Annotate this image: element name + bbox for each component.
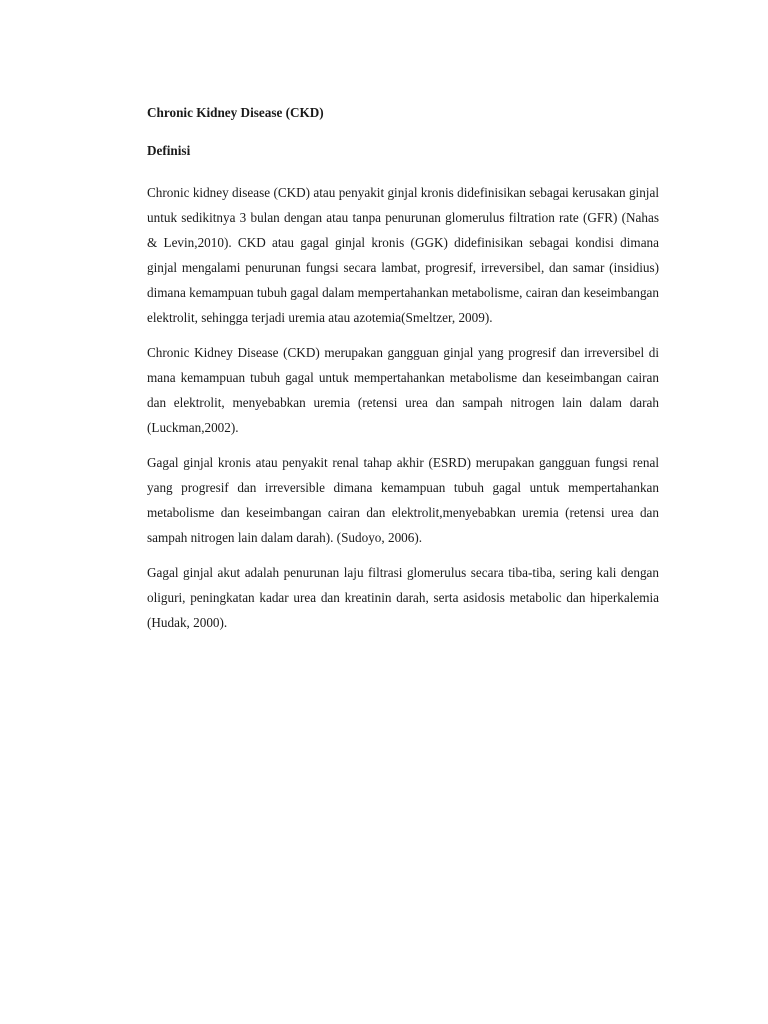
document-body	[147, 104, 659, 635]
paragraph-2: Chronic Kidney Disease (CKD) merupakan gangguan ginjal yang progresif dan irreversibel di mana kemampuan tubuh gagal untuk mempertahankan metabolisme dan keseimbangan cairan dan elektrolit, menyebabkan uremia (retensi urea dan sampah nitrogen lain dalam darah (Luckman,2002).	[147, 345, 659, 435]
paragraph-1: Chronic kidney disease (CKD) atau penyakit ginjal kronis didefinisikan sebagai kerusakan ginjal untuk sedikitnya 3 bulan dengan atau tanpa penurunan glomerulus filtration rate (GFR) (Nahas & Levin,2010). CKD atau gagal ginjal kronis (GGK) didefinisikan sebagai kondisi dimana ginjal mengalami penurunan fungsi secara lambat, progresif, irreversibel, dan samar (insidius) dimana kemampuan tubuh gagal dalam mempertahankan metabolisme, cairan dan keseimbangan elektrolit, sehingga terjadi uremia atau azotemia(Smeltzer, 2009).	[147, 185, 659, 325]
document-title: Chronic Kidney Disease (CKD)	[147, 105, 324, 120]
paragraph-4: Gagal ginjal akut adalah penurunan laju filtrasi glomerulus secara tiba-tiba, sering kali dengan oliguri, peningkatan kadar urea dan kreatinin darah, serta asidosis metabolic dan hiperkalemia (Hudak, 2000).	[147, 565, 659, 630]
section-heading-definisi: Definisi	[147, 143, 191, 158]
paragraph-3: Gagal ginjal kronis atau penyakit renal tahap akhir (ESRD) merupakan gangguan fungsi renal yang progresif dan irreversible dimana kemampuan tubuh gagal untuk mempertahankan metabolisme dan keseimbangan cairan dan elektrolit,menyebabkan uremia (retensi urea dan sampah nitrogen lain dalam darah). (Sudoyo, 2006).	[147, 455, 659, 545]
